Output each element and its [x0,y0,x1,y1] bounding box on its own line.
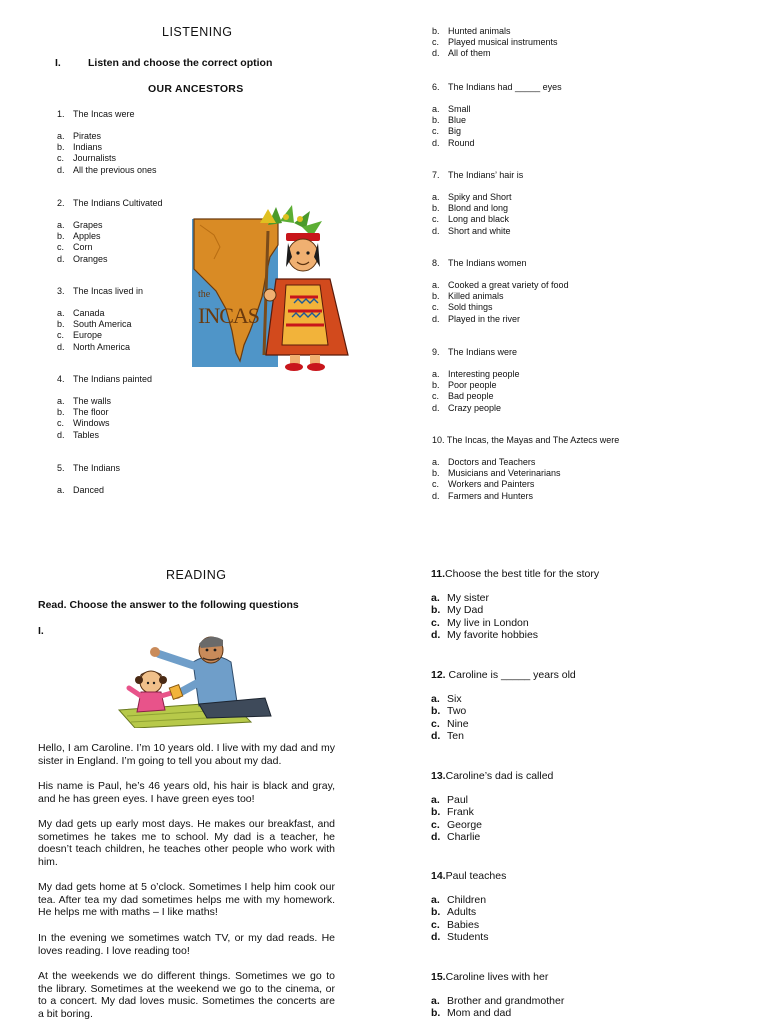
answer-option: a. The walls [57,396,112,406]
answer-option: d. Students [431,931,489,944]
story-paragraph-5: In the evening we sometimes watch TV, or my dad reads. He loves reading. I love reading too! [38,932,335,957]
listening-question-3: 3. The Incas lived in a. Canada b. South America c. Europe d. North America [57,286,144,352]
answer-option: d. All the previous ones [57,164,157,175]
listening-question-9: 9. The Indians were a. Interesting people b. Poor people c. Bad people d. Crazy people [432,347,520,413]
answer-option: d. Crazy people [432,402,502,413]
listening-question-7: 7. The Indians’ hair is a. Spiky and Short b. Blond and long c. Long and black d. Short and white [432,170,524,236]
answer-option: d. Played in the river [432,313,521,324]
answer-option: a. Small [432,104,471,114]
listening-question-8: 8. The Indians women a. Cooked a great variety of food b. Killed animals c. Sold things d. Played in the river [432,258,569,324]
answer-option: b. Poor people [432,380,497,391]
answer-option: a. Canada [57,308,105,318]
answer-option: d. Farmers and Hunters [432,490,534,501]
listening-question-2: 2. The Indians Cultivated a. Grapes b. Apples c. Corn d. Oranges [57,198,163,264]
story-paragraph-2: His name is Paul, he’s 46 years old, his hair is black and gray, and he has green eyes. I have green eyes too! [38,780,335,805]
answer-option: b. Apples [57,231,101,242]
map-label-incas: INCAS [198,303,260,328]
answer-option: d. Short and white [432,225,511,236]
answer-option: a. Cooked a great variety of food [432,280,569,290]
answer-option: a. Pirates [57,131,102,141]
answer-option: d. All of them [432,48,491,59]
answer-option: d. Oranges [57,253,108,264]
answer-option: c. Sold things [432,302,493,313]
reading-instruction: Read. Choose the answer to the following questions [38,599,299,611]
answer-option: b. Adults [431,906,477,919]
answer-option: a. Children [431,894,487,906]
listening-subtitle: OUR ANCESTORS [148,83,244,95]
dad-daughter-illustration [115,632,275,728]
answer-option: c. My live in London [431,616,529,629]
listening-section-number: I. [55,57,61,69]
reading-question-13: 13.Caroline’s dad is called a. Paul b. Frank c. George d. Charlie [431,770,554,844]
answer-option: b. Hunted animals [432,26,511,36]
answer-option: b. My Dad [431,604,484,617]
answer-option: a. Interesting people [432,369,520,379]
answer-option: c. Windows [57,418,110,429]
answer-option: b. The floor [57,407,109,418]
answer-option: d. Round [432,137,475,148]
listening-question-5-continued [432,26,558,60]
answer-option: a. Paul [431,794,469,806]
incas-illustration [190,205,352,375]
answer-option: b. Mom and dad [431,1007,512,1020]
listening-question-6: 6. The Indians had _____ eyes a. Small b. Blue c. Big d. Round [432,82,562,148]
reading-question-12: 12. Caroline is _____ years old a. Six b. Two c. Nine d. Ten [431,669,576,743]
reading-question-15: 15.Caroline lives with her a. Brother and grandmother b. Mom and dad [431,971,565,1020]
answer-option: a. Doctors and Teachers [432,457,536,467]
answer-option: d. North America [57,341,131,352]
answer-option: c. Corn [57,242,93,253]
listening-question-1: 1. The Incas were a. Pirates b. Indians c. Journalists d. All the previous ones [57,109,157,175]
answer-option: c. Europe [57,330,103,341]
answer-option: c. George [431,818,483,831]
answer-option: d. Charlie [431,831,481,844]
answer-option: c. Big [432,126,462,137]
reading-title: READING [166,568,227,582]
answer-option: c. Bad people [432,391,494,402]
reading-section-number: I. [38,625,44,637]
answer-option: c. Babies [431,918,480,931]
answer-option: c. Played musical instruments [432,37,558,48]
answer-option: d. My favorite hobbies [431,629,539,642]
answer-option: a. Spiky and Short [432,192,512,202]
answer-option: a. Grapes [57,220,103,230]
answer-option: b. Indians [57,142,103,153]
answer-option: b. Two [431,705,467,718]
answer-option: b. Killed animals [432,291,504,302]
answer-option: b. Blue [432,115,467,126]
answer-option: a. Six [431,693,462,705]
answer-option: d. Tables [57,429,100,440]
story-paragraph-4: My dad gets home at 5 o’clock. Sometimes I help him cook our tea. After tea my dad sometimes helps me with my homework. He helps me with maths – I like maths! [38,881,335,919]
answer-option: c. Workers and Painters [432,479,535,490]
story-paragraph-1: Hello, I am Caroline. I’m 10 years old. I live with my dad and my sister in England. I’m going to tell you about my dad. [38,742,335,767]
answer-option: b. Frank [431,806,474,819]
answer-option: a. Brother and grandmother [431,995,565,1007]
answer-option: b. South America [57,319,132,330]
face [288,239,318,271]
answer-option: a. My sister [431,592,489,604]
answer-option: d. Ten [431,730,464,743]
answer-option: c. Long and black [432,214,510,225]
answer-option: c. Nine [431,717,469,730]
story-paragraph-3: My dad gets up early most days. He makes our breakfast, and sometimes he takes me to school. My dad is a teacher, he doesn’t teach children, he teaches other people who work with him. [38,818,335,868]
listening-title: LISTENING [162,25,233,39]
answer-option: b. Blond and long [432,203,509,214]
answer-option: a. Danced [57,485,105,495]
story-paragraph-6: At the weekends we do different things. Sometimes we go to the library. Sometimes at the weekend we go to the cinema, or to a concert. My dad loves music. Sometimes the concerts are a bit boring. [38,970,335,1020]
listening-question-5: 5. The Indians a. Danced [57,463,121,495]
reading-question-14: 14.Paul teaches a. Children b. Adults c. Babies d. Students [431,870,507,944]
dad-figure [150,637,271,718]
answer-option: c. Journalists [57,153,117,164]
listening-question-10: 10. The Incas, the Mayas and The Aztecs were a. Doctors and Teachers b. Musicians and Veterinarians c. Workers and Painters d. Farmers and Hunters [432,435,620,501]
listening-question-4: 4. The Indians painted a. The walls b. The floor c. Windows d. Tables [57,374,153,440]
answer-option: b. Musicians and Veterinarians [432,468,561,479]
listening-instruction: Listen and choose the correct option [88,57,273,69]
reading-question-11: 11.Choose the best title for the story a. My sister b. My Dad c. My live in London d. My favorite hobbies [431,568,600,642]
map-label-the: the [198,289,211,300]
